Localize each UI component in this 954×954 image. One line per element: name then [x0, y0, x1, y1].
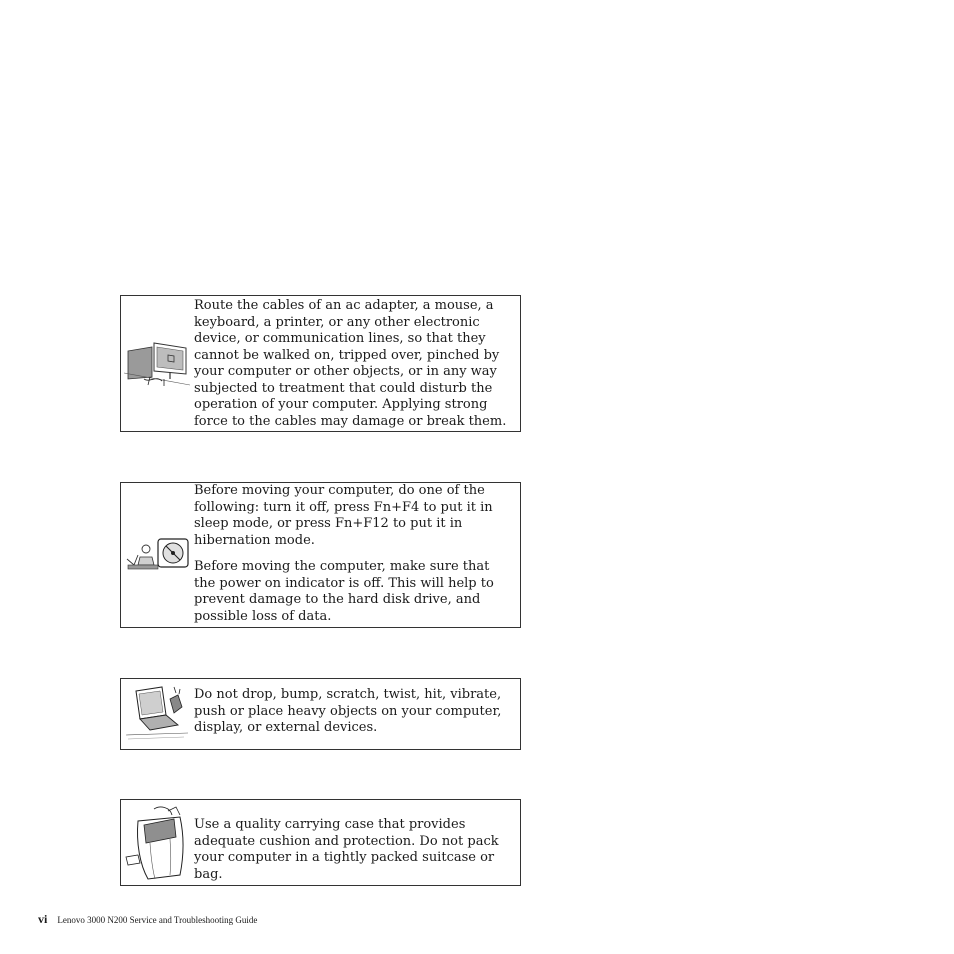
notice-text: Use a quality carrying case that provides adequate cushion and protection. Do not pack your computer in a tightly packed suitcase or bag.: [194, 817, 499, 882]
notice-box-hard-disk: [120, 482, 521, 628]
notice-box-impact: [120, 678, 521, 750]
notice-text: Route the cables of an ac adapter, a mouse, a keyboard, a printer, or any other electronic device, or communication lines, so that they cannot be walked on, tripped over, pinched by your computer or other objects, or in any way subjected to treatment that could disturb the operation of your computer. Applying strong force to the cables may damage or break them.: [194, 298, 507, 429]
notice-text: Before moving the computer, make sure that the power on indicator is off. This will help to prevent damage to the hard disk drive, and possible loss of data.: [194, 559, 494, 624]
laptop-impact-icon: [121, 679, 193, 749]
page-footer: [38, 912, 257, 927]
page-number: vi: [38, 912, 48, 926]
notice-text: Before moving your computer, do one of the following: turn it off, press Fn+F4 to put it in sleep mode, or press Fn+F12 to put it in hibernation mode.: [194, 483, 493, 548]
cable-routing-icon: [121, 296, 193, 431]
notice-box-carrying-case: [120, 799, 521, 886]
document-title: Lenovo 3000 N200 Service and Troubleshooting Guide: [57, 915, 258, 925]
notice-box-cable-routing: [120, 295, 521, 432]
carrying-case-icon: [121, 800, 193, 885]
notice-text: Do not drop, bump, scratch, twist, hit, vibrate, push or place heavy objects on your computer, display, or external devices.: [194, 687, 502, 735]
hard-disk-warning-icon: [121, 483, 193, 627]
